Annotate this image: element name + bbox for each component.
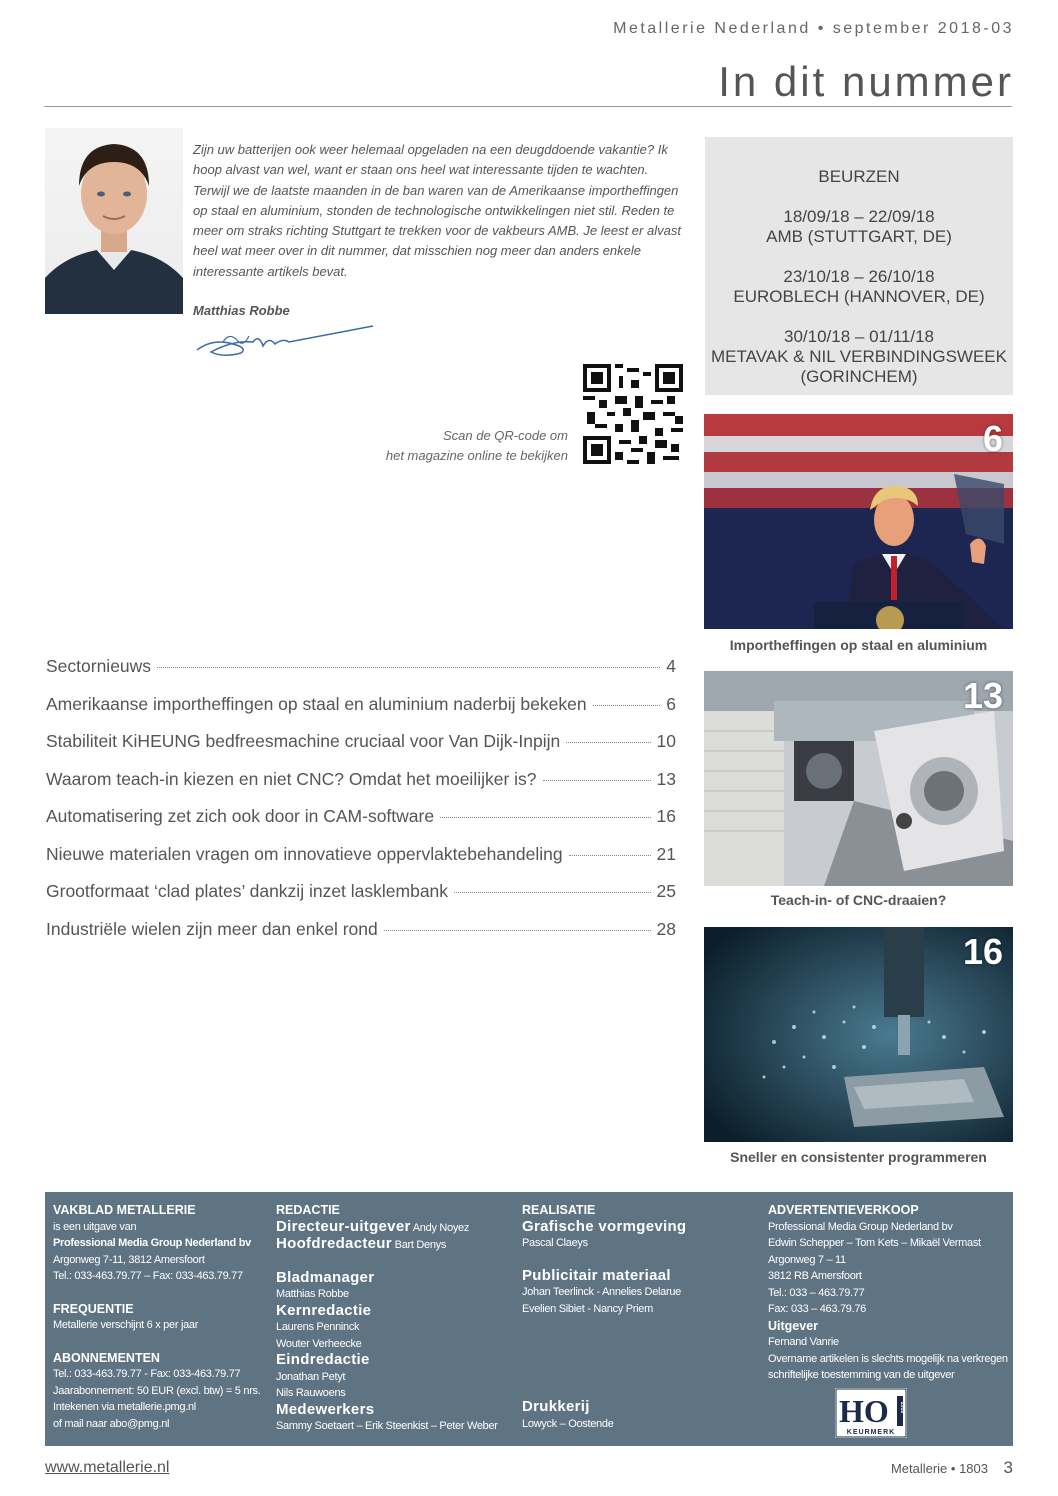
feature-photo-teach-in[interactable] (704, 671, 1013, 886)
toc-entry[interactable]: Stabiliteit KiHEUNG bedfreesmachine cruciaal voor Van Dijk-Inpijn 10 (46, 731, 676, 751)
fairs-box (705, 137, 1013, 395)
table-of-contents (46, 656, 676, 956)
svg-text:KEURMERK: KEURMERK (846, 1429, 896, 1436)
editor-portrait (45, 128, 183, 314)
feature-photo-importheffingen[interactable] (704, 414, 1013, 629)
masthead: Metallerie Nederland • september 2018-03 (613, 20, 1014, 37)
footer-issue: Metallerie • 1803 (890, 1461, 988, 1476)
feature-photo-cam[interactable] (704, 927, 1013, 1142)
colophon-col-redactie: REDACTIE Directeur-uitgever Andy Noyez Hoofdredacteur Bart Denys Bladmanager Matthias Robbe Kernredactie Laurens Penninck Wouter Verheecke Eindredactie Jonathan Petyt Nils Rauwoens Medewerkers Sammy Soetaert – Erik Steenkist – Peter Weber (276, 1203, 498, 1432)
toc-entry[interactable]: Industriële wielen zijn meer dan enkel rond 28 (46, 918, 676, 939)
colophon-col-advertentie: ADVERTENTIEVERKOOP Professional Media Group Nederland bv Edwin Schepper – Tom Kets – Mikaël Vermast Argonweg 7 – 11 3812 RB Amersfoort Tel.: 033 – 463.79.77 Fax: 033 – 463.79.76 Uitgever Fernand Vanrie Overname artikelen is slechts mogelijk na verkregen schriftelijke toestemming van de uitgever (768, 1203, 1008, 1381)
colophon (45, 1192, 1013, 1446)
feature-page-number: 13 (962, 675, 1003, 716)
toc-entry[interactable]: Sectornieuws 4 (46, 656, 676, 676)
feature-page-number: 6 (982, 418, 1003, 459)
fair-item: 30/10/18 – 01/11/18 METAVAK & NIL VERBINDINGSWEEK (GORINCHEM) (711, 327, 1007, 386)
website-link[interactable]: www.metallerie.nl (45, 1459, 170, 1476)
fairs-heading: BEURZEN (818, 167, 900, 186)
svg-text:2018: 2018 (899, 1402, 905, 1414)
page-title: In dit nummer (718, 58, 1014, 105)
hq-keurmerk-logo (835, 1388, 907, 1438)
editor-name: Matthias Robbe (193, 303, 290, 318)
svg-text:HO: HO (839, 1393, 889, 1429)
qr-code[interactable] (583, 364, 683, 464)
toc-entry[interactable]: Nieuwe materialen vragen om innovatieve oppervlaktebehandeling 21 (46, 843, 676, 864)
colophon-col-vakblad: VAKBLAD METALLERIE is een uitgave van Professional Media Group Nederland bv Argonweg 7-11, 3812 Amersfoort Tel.: 033-463.79.77 – Fax: 033-463.79.77 FREQUENTIE Metallerie verschijnt 6 x per jaar ABONNEMENTEN Tel.: 033-463.79.77 - Fax: 033-463.79.77 Jaarabonnement: 50 EUR (excl. btw) = 5 nrs. Intekenen via metallerie.pmg.nl of mail naar abo@pmg.nl (53, 1203, 261, 1430)
editorial-text: Zijn uw batterijen ook weer helemaal opgeladen na een deugddoende vakantie? Ik hoop alvast van wel, want er staan ons heel wat interessante tijden te wachten. Terwijl we de laatste maanden in de ban waren van de Amerikaanse importheffingen op staal en aluminium, stonden de technologische ontwikkelingen niet stil. Reden te meer om straks richting Stuttgart te trekken voor de vakbeurs AMB. Je leest er alvast heel wat meer over in dit nummer, dat misschien nog meer dan anders enkele interessante artikels bevat. (193, 142, 681, 279)
page-number: 3 (1003, 1458, 1013, 1477)
editor-signature (193, 322, 378, 360)
feature-page-number: 16 (962, 931, 1003, 972)
toc-entry[interactable]: Waarom teach-in kiezen en niet CNC? Omdat het moeilijker is? 13 (46, 768, 676, 789)
title-divider (44, 106, 1012, 107)
fair-item: 18/09/18 – 22/09/18 AMB (STUTTGART, DE) (766, 207, 952, 246)
toc-entry[interactable]: Grootformaat ‘clad plates’ dankzij inzet lasklembank 25 (46, 881, 676, 901)
feature-caption: Sneller en consistenter programmeren (730, 1149, 987, 1165)
colophon-col-realisatie: REALISATIE Grafische vormgeving Pascal Claeys Publicitair materiaal Johan Teerlinck - Annelies Delarue Evelien Sibiet - Nancy Priem Drukkerij Lowyck – Oostende (522, 1203, 687, 1430)
toc-entry[interactable]: Amerikaanse importheffingen op staal en aluminium naderbij bekeken 6 (46, 693, 676, 714)
qr-caption: Scan de QR-code om het magazine online te bekijken (385, 428, 568, 463)
feature-caption: Importheffingen op staal en aluminium (729, 637, 988, 653)
feature-caption: Teach-in- of CNC-draaien? (770, 892, 947, 908)
fair-item: 23/10/18 – 26/10/18 EUROBLECH (HANNOVER, DE) (733, 267, 985, 306)
toc-entry[interactable]: Automatisering zet zich ook door in CAM-software 16 (46, 806, 676, 826)
